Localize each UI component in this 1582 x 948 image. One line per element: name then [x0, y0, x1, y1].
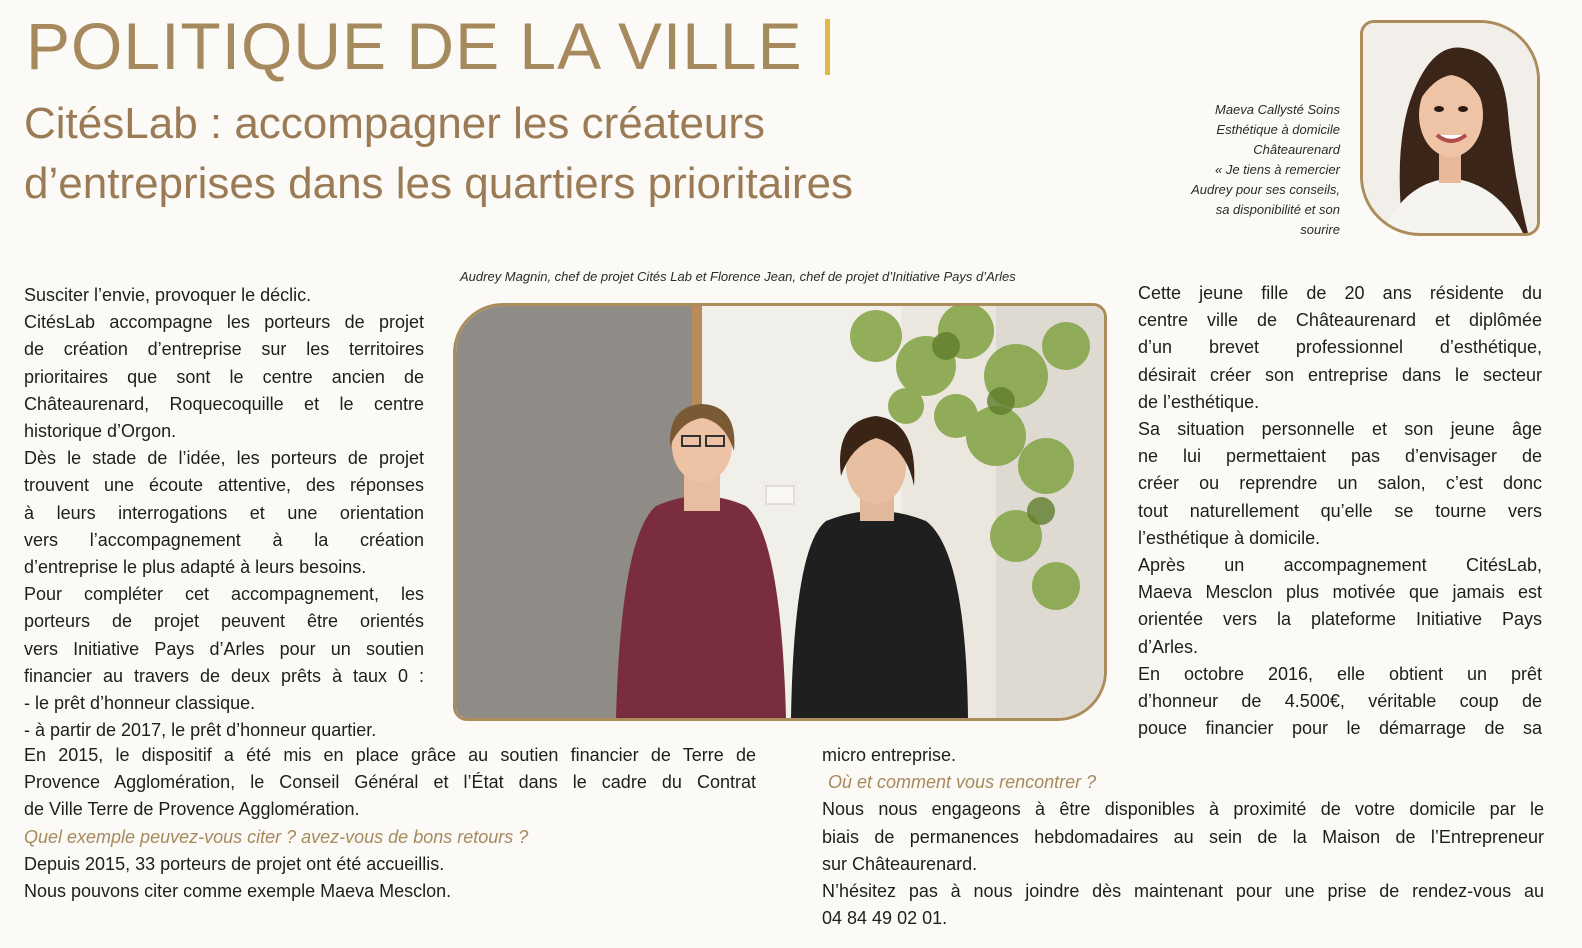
photo-caption: Audrey Magnin, chef de projet Cités Lab et Florence Jean, chef de projet d’Initiative Pays d’Arles	[460, 269, 1016, 284]
pull-quote-line: Maeva Callysté Soins	[1215, 102, 1340, 117]
paragraph-continuation: micro entreprise.	[822, 745, 957, 765]
paragraph: N’hésitez pas à nous joindre dès maintenant pour une prise de rendez-vous au	[822, 881, 1544, 902]
paragraph: Susciter l’envie, provoquer le déclic.	[24, 285, 312, 305]
left-column	[24, 282, 424, 744]
headline	[24, 94, 1024, 214]
bottom-right-text	[822, 742, 1544, 932]
right-column	[1138, 280, 1542, 742]
portrait-illustration	[1363, 23, 1537, 233]
pull-quote-line: Audrey pour ses conseils,	[1191, 182, 1340, 197]
portrait-photo	[1360, 20, 1540, 236]
paragraph: Nous nous engageons à être disponibles à proximité de votre domicile par le biais de permanences hebdomadaires au sein de la Maison de l’Entrepreneur	[822, 799, 1544, 847]
paragraph-end: de Ville Terre de Provence Agglomération.	[24, 799, 360, 820]
paragraph-end: sur Châteaurenard.	[822, 853, 978, 874]
list-item: - le prêt d’honneur classique.	[24, 693, 256, 714]
paragraph: Nous pouvons citer comme exemple Maeva Mesclon.	[24, 881, 452, 902]
title-accent-bar	[825, 19, 830, 75]
headline-line-2: d’entreprises dans les quartiers prioritaires	[24, 159, 854, 208]
pull-quote	[1150, 100, 1340, 240]
pull-quote-line: « Je tiens à remercier	[1215, 162, 1340, 177]
question-heading: Quel exemple peuvez-vous citer ? avez-vous de bons retours ?	[24, 826, 529, 847]
paragraph: Sa situation personnelle et son jeune âge ne lui permettaient pas d’envisager de créer ou reprendre un salon, c’est donc tout naturellement qu’elle se tourne vers l’esthétique à domicile.	[1138, 419, 1542, 548]
paragraph: Depuis 2015, 33 porteurs de projet ont été accueillis.	[24, 853, 445, 874]
paragraph: Dès le stade de l’idée, les porteurs de projet trouvent une écoute attentive, des réponses à leurs interrogations et une orientation vers l’accompagnement à la création d’entreprise le plus adapté à leurs besoins.	[24, 448, 424, 578]
pull-quote-line: Châteaurenard	[1253, 142, 1340, 157]
list-item: - à partir de 2017, le prêt d’honneur quartier.	[24, 720, 377, 741]
paragraph: CitésLab accompagne les porteurs de projet de création d’entreprise sur les territoires prioritaires que sont le centre ancien de Châteaurenard, Roquecoquille et le centre historique d’Orgon.	[24, 312, 424, 442]
pull-quote-line: Esthétique à domicile	[1216, 122, 1340, 137]
paragraph: Pour compléter cet accompagnement, les porteurs de projet peuvent être orientés vers Initiative Pays d’Arles pour un soutien financier au travers de deux prêts à taux 0 :	[24, 584, 424, 686]
phone-number: 04 84 49 02 01.	[822, 908, 948, 929]
main-photo	[453, 303, 1107, 721]
paragraph: Après un accompagnement CitésLab, Maeva Mesclon plus motivée que jamais est orientée vers la plateforme Initiative Pays d’Arles.	[1138, 555, 1542, 657]
bottom-left-text	[24, 742, 756, 905]
paragraph: Cette jeune fille de 20 ans résidente du centre ville de Châteaurenard et diplômée d’un brevet professionnel d’esthétique, désirait créer son entreprise dans le secteur de l’esthétique.	[1138, 283, 1542, 412]
pull-quote-line: sa disponibilité et son	[1215, 202, 1340, 217]
paragraph: En octobre 2016, elle obtient un prêt d’honneur de 4.500€, véritable coup de pouce financier pour le démarrage de sa	[1138, 663, 1542, 739]
pull-quote-line: sourire	[1300, 222, 1340, 237]
paragraph: En 2015, le dispositif a été mis en place grâce au soutien financier de Terre de Provence Agglomération, le Conseil Général et l’État dans le cadre du Contrat	[24, 745, 756, 793]
photo-illustration	[456, 306, 1104, 718]
question-heading: Où et comment vous rencontrer ?	[828, 772, 1097, 793]
headline-line-1: CitésLab : accompagner les créateurs	[24, 99, 766, 148]
section-title: POLITIQUE DE LA VILLE	[26, 10, 830, 82]
